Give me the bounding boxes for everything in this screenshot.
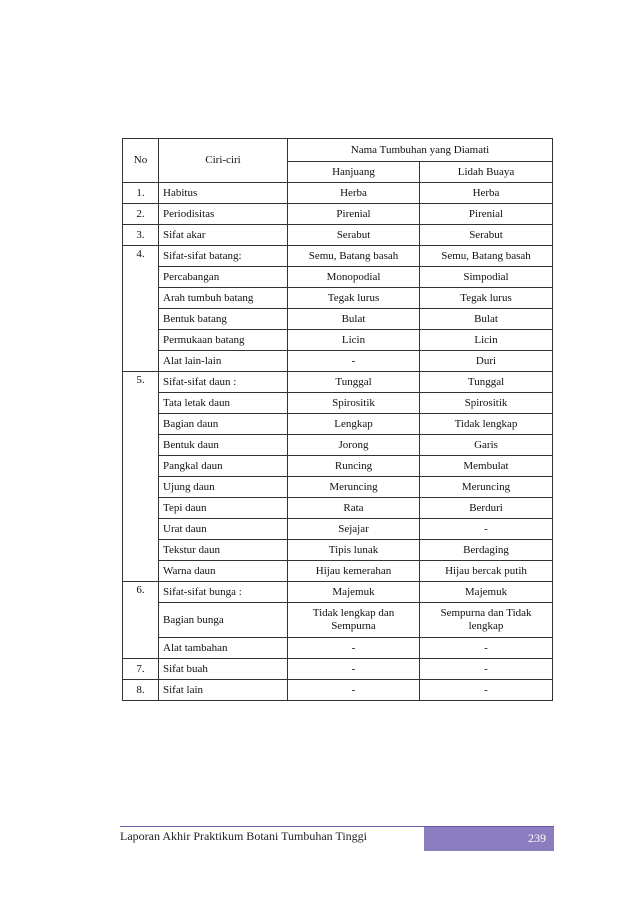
row-lidah-buaya: -: [420, 638, 553, 659]
row-lidah-buaya: Semu, Batang basah: [420, 246, 553, 267]
row-hanjuang: Herba: [288, 183, 420, 204]
table-row: [123, 288, 553, 309]
row-hanjuang: Rata: [288, 498, 420, 519]
row-lidah-buaya: -: [420, 519, 553, 540]
row-ciri: Alat tambahan: [159, 638, 288, 659]
table-row: [123, 540, 553, 561]
row-ciri: Sifat-sifat bunga :: [159, 582, 288, 603]
row-ciri: Bentuk daun: [159, 435, 288, 456]
row-hanjuang: Serabut: [288, 225, 420, 246]
row-ciri: Sifat-sifat batang:: [159, 246, 288, 267]
row-lidah-buaya: Membulat: [420, 456, 553, 477]
row-ciri: Alat lain-lain: [159, 351, 288, 372]
table-row: [123, 414, 553, 435]
row-lidah-buaya: Hijau bercak putih: [420, 561, 553, 582]
table-row: [123, 204, 553, 225]
row-ciri: Permukaan batang: [159, 330, 288, 351]
row-hanjuang: Tunggal: [288, 372, 420, 393]
table-row: [123, 680, 553, 701]
table-row: [123, 435, 553, 456]
footer-title: Laporan Akhir Praktikum Botani Tumbuhan Tinggi: [120, 829, 368, 843]
row-lidah-buaya: Berduri: [420, 498, 553, 519]
row-lidah-buaya: Sempurna dan Tidak lengkap: [420, 603, 553, 638]
row-number: 6.: [123, 582, 159, 659]
row-hanjuang: -: [288, 638, 420, 659]
row-lidah-buaya: Majemuk: [420, 582, 553, 603]
row-ciri: Tepi daun: [159, 498, 288, 519]
row-ciri: Warna daun: [159, 561, 288, 582]
row-ciri: Bagian bunga: [159, 603, 288, 638]
row-ciri: Tata letak daun: [159, 393, 288, 414]
table-row: [123, 309, 553, 330]
row-hanjuang: -: [288, 680, 420, 701]
row-hanjuang: Tegak lurus: [288, 288, 420, 309]
header-group: Nama Tumbuhan yang Diamati: [288, 139, 553, 162]
row-number: 7.: [123, 659, 159, 680]
row-ciri: Bentuk batang: [159, 309, 288, 330]
row-lidah-buaya: Berdaging: [420, 540, 553, 561]
table-row: [123, 351, 553, 372]
header-plant-lidah-buaya: Lidah Buaya: [420, 162, 553, 183]
header-no: No: [123, 139, 159, 183]
row-hanjuang: Licin: [288, 330, 420, 351]
table-row: [123, 498, 553, 519]
row-ciri: Arah tumbuh batang: [159, 288, 288, 309]
page-number: 239: [424, 827, 554, 851]
row-hanjuang: Bulat: [288, 309, 420, 330]
row-number: 3.: [123, 225, 159, 246]
row-lidah-buaya: Serabut: [420, 225, 553, 246]
row-hanjuang: -: [288, 659, 420, 680]
row-hanjuang: Semu, Batang basah: [288, 246, 420, 267]
row-lidah-buaya: Simpodial: [420, 267, 553, 288]
row-ciri: Sifat akar: [159, 225, 288, 246]
observation-table: [122, 138, 553, 701]
row-hanjuang: Sejajar: [288, 519, 420, 540]
row-hanjuang: Jorong: [288, 435, 420, 456]
row-lidah-buaya: -: [420, 680, 553, 701]
row-lidah-buaya: Tunggal: [420, 372, 553, 393]
row-ciri: Pangkal daun: [159, 456, 288, 477]
row-ciri: Periodisitas: [159, 204, 288, 225]
table-row: [123, 603, 553, 638]
table-row: [123, 582, 553, 603]
row-hanjuang: Meruncing: [288, 477, 420, 498]
row-number: 1.: [123, 183, 159, 204]
row-hanjuang: -: [288, 351, 420, 372]
row-ciri: Sifat lain: [159, 680, 288, 701]
row-number: 4.: [123, 246, 159, 372]
row-lidah-buaya: Pirenial: [420, 204, 553, 225]
row-ciri: Ujung daun: [159, 477, 288, 498]
table-row: [123, 477, 553, 498]
header-plant-hanjuang: Hanjuang: [288, 162, 420, 183]
row-lidah-buaya: Garis: [420, 435, 553, 456]
table-row: [123, 519, 553, 540]
row-ciri: Bagian daun: [159, 414, 288, 435]
table-row: [123, 659, 553, 680]
row-ciri: Urat daun: [159, 519, 288, 540]
row-lidah-buaya: Tidak lengkap: [420, 414, 553, 435]
table-row: [123, 267, 553, 288]
table-row: [123, 638, 553, 659]
row-hanjuang: Tidak lengkap dan Sempurna: [288, 603, 420, 638]
row-hanjuang: Majemuk: [288, 582, 420, 603]
page-footer: [120, 826, 554, 851]
row-number: 5.: [123, 372, 159, 582]
row-hanjuang: Spirositik: [288, 393, 420, 414]
row-ciri: Sifat buah: [159, 659, 288, 680]
row-hanjuang: Runcing: [288, 456, 420, 477]
table-row: [123, 183, 553, 204]
row-lidah-buaya: Herba: [420, 183, 553, 204]
row-ciri: Tekstur daun: [159, 540, 288, 561]
row-ciri: Habitus: [159, 183, 288, 204]
row-number: 8.: [123, 680, 159, 701]
row-lidah-buaya: Tegak lurus: [420, 288, 553, 309]
table-row: [123, 456, 553, 477]
table-row: [123, 393, 553, 414]
row-lidah-buaya: Duri: [420, 351, 553, 372]
row-lidah-buaya: Spirositik: [420, 393, 553, 414]
table-row: [123, 561, 553, 582]
row-hanjuang: Hijau kemerahan: [288, 561, 420, 582]
row-lidah-buaya: -: [420, 659, 553, 680]
row-hanjuang: Pirenial: [288, 204, 420, 225]
table-row: [123, 372, 553, 393]
header-ciri: Ciri-ciri: [159, 139, 288, 183]
row-hanjuang: Lengkap: [288, 414, 420, 435]
table-row: [123, 225, 553, 246]
row-hanjuang: Monopodial: [288, 267, 420, 288]
row-ciri: Sifat-sifat daun :: [159, 372, 288, 393]
table-row: [123, 246, 553, 267]
row-ciri: Percabangan: [159, 267, 288, 288]
row-lidah-buaya: Meruncing: [420, 477, 553, 498]
row-lidah-buaya: Licin: [420, 330, 553, 351]
table-row: [123, 330, 553, 351]
row-hanjuang: Tipis lunak: [288, 540, 420, 561]
row-number: 2.: [123, 204, 159, 225]
row-lidah-buaya: Bulat: [420, 309, 553, 330]
